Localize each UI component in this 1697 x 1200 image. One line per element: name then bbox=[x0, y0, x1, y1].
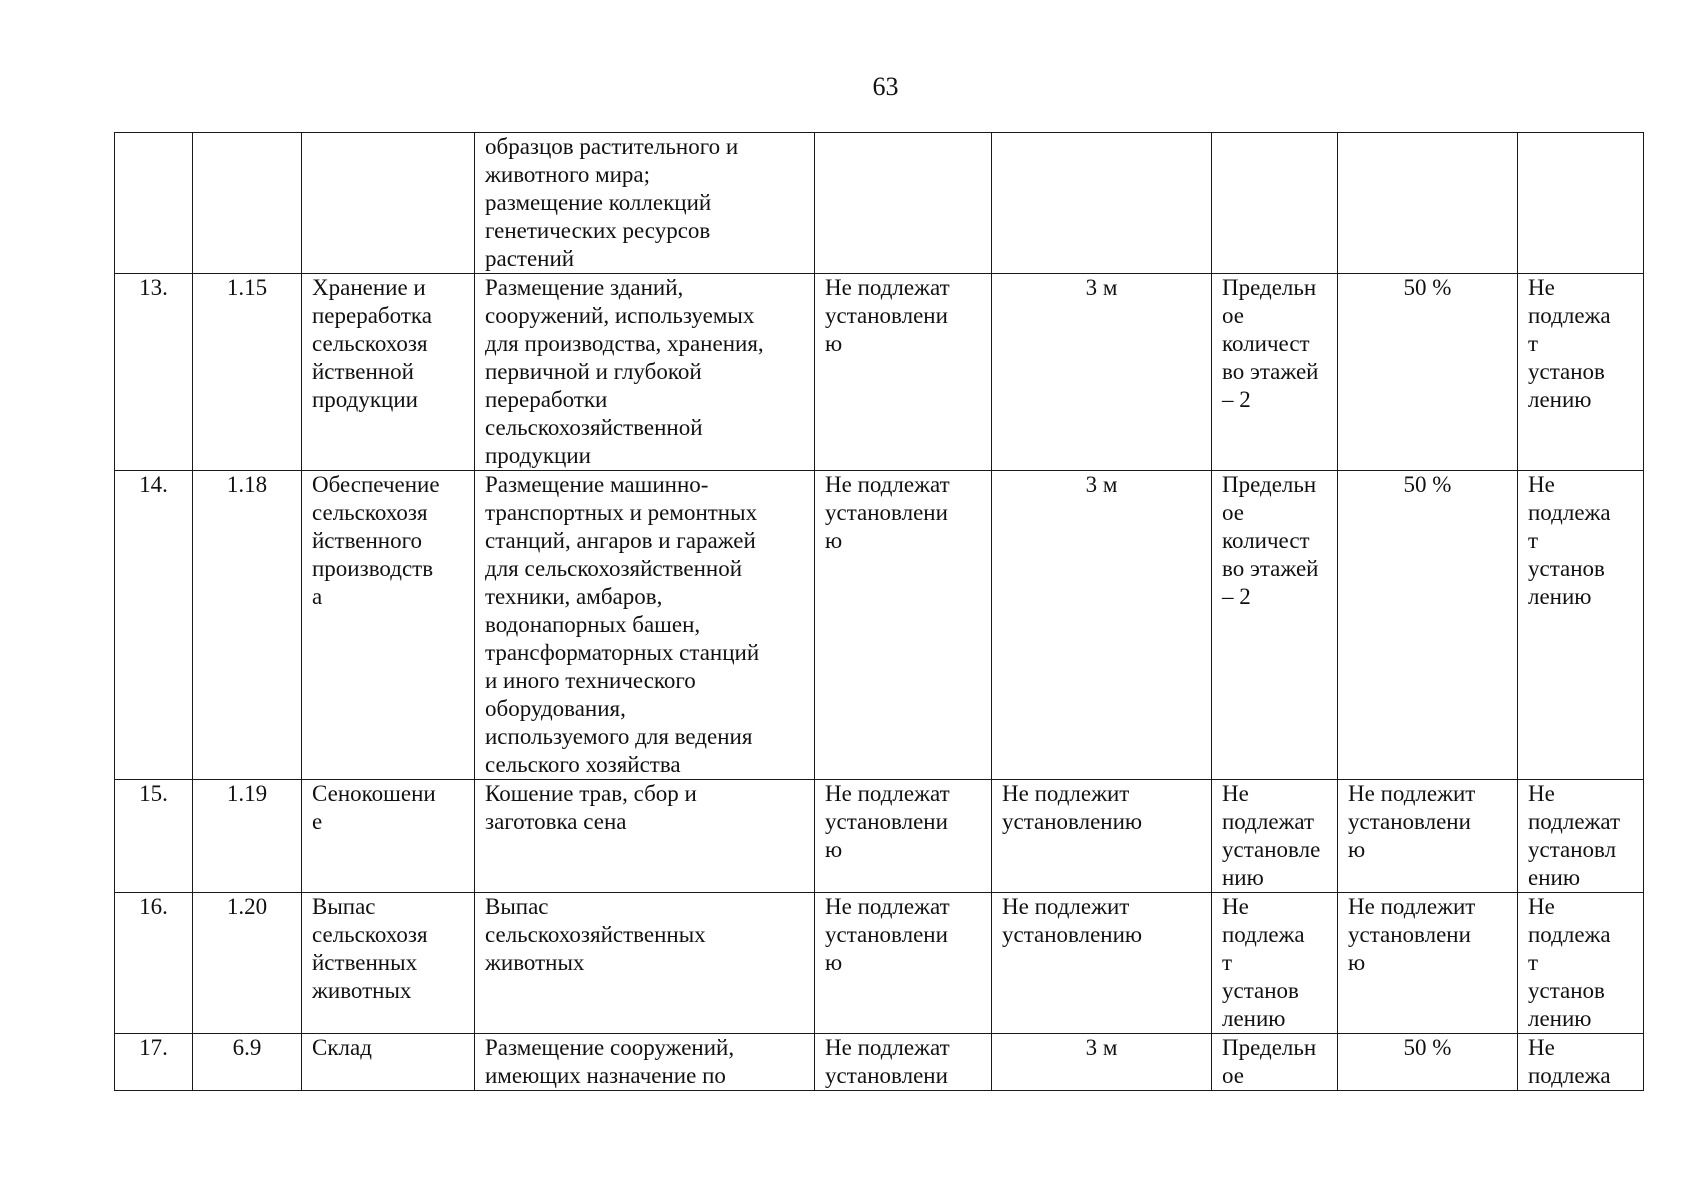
code-cell: 1.19 bbox=[193, 780, 302, 893]
table-row bbox=[115, 274, 1644, 471]
value-cell: 3 м bbox=[992, 1034, 1212, 1091]
value-cell: Не подлежит установлению bbox=[992, 780, 1212, 893]
description-cell: образцов растительного и животного мира; размещение коллекций генетических ресурсов растений bbox=[475, 133, 815, 274]
name-cell: Хранение и переработка сельскохозя йственной продукции bbox=[302, 274, 475, 471]
value-cell: Не подлежат установлени bbox=[815, 1034, 992, 1091]
value-cell bbox=[1518, 133, 1644, 274]
value-cell: Не подлежат установл ению bbox=[1518, 780, 1644, 893]
row-number-cell: 15. bbox=[115, 780, 193, 893]
value-cell: Не подлежит установлени ю bbox=[1338, 780, 1518, 893]
table-row bbox=[115, 471, 1644, 780]
page-number: 63 bbox=[872, 72, 899, 101]
land-use-regulations-table bbox=[114, 132, 1644, 1091]
name-cell: Выпас сельскохозя йственных животных bbox=[302, 893, 475, 1034]
row-number-cell: 14. bbox=[115, 471, 193, 780]
code-cell: 1.20 bbox=[193, 893, 302, 1034]
code-cell bbox=[193, 133, 302, 274]
name-cell: Обеспечение сельскохозя йственного производств а bbox=[302, 471, 475, 780]
value-cell: Не подлежа т установ лению bbox=[1212, 893, 1338, 1034]
description-cell: Выпас сельскохозяйственных животных bbox=[475, 893, 815, 1034]
name-cell: Склад bbox=[302, 1034, 475, 1091]
row-number-cell: 17. bbox=[115, 1034, 193, 1091]
value-cell bbox=[1338, 133, 1518, 274]
value-cell: Не подлежа т установ лению bbox=[1518, 471, 1644, 780]
description-cell: Размещение машинно- транспортных и ремонтных станций, ангаров и гаражей для сельскохозяйственной техники, амбаров, водонапорных башен, трансформаторных станций и иного технического оборудования, используемого для ведения сельского хозяйства bbox=[475, 471, 815, 780]
value-cell: Не подлежат установлени ю bbox=[815, 471, 992, 780]
value-cell: Не подлежа bbox=[1518, 1034, 1644, 1091]
value-cell: Не подлежат установлени ю bbox=[815, 893, 992, 1034]
table-row bbox=[115, 133, 1644, 274]
value-cell: Предельн ое bbox=[1212, 1034, 1338, 1091]
code-cell: 1.18 bbox=[193, 471, 302, 780]
value-cell: Не подлежа т установ лению bbox=[1518, 893, 1644, 1034]
value-cell: 50 % bbox=[1338, 274, 1518, 471]
code-cell: 6.9 bbox=[193, 1034, 302, 1091]
name-cell: Сенокошени е bbox=[302, 780, 475, 893]
value-cell: Не подлежат установлени ю bbox=[815, 780, 992, 893]
row-number-cell bbox=[115, 133, 193, 274]
value-cell: 50 % bbox=[1338, 471, 1518, 780]
value-cell: 3 м bbox=[992, 471, 1212, 780]
name-cell bbox=[302, 133, 475, 274]
value-cell: Предельн ое количест во этажей – 2 bbox=[1212, 471, 1338, 780]
value-cell: 50 % bbox=[1338, 1034, 1518, 1091]
value-cell bbox=[1212, 133, 1338, 274]
value-cell: Не подлежа т установ лению bbox=[1518, 274, 1644, 471]
value-cell: Не подлежит установлению bbox=[992, 893, 1212, 1034]
row-number-cell: 16. bbox=[115, 893, 193, 1034]
value-cell: Не подлежат установлени ю bbox=[815, 274, 992, 471]
value-cell: Предельн ое количест во этажей – 2 bbox=[1212, 274, 1338, 471]
row-number-cell: 13. bbox=[115, 274, 193, 471]
description-cell: Размещение зданий, сооружений, используемых для производства, хранения, первичной и глубокой переработки сельскохозяйственной продукции bbox=[475, 274, 815, 471]
description-cell: Размещение сооружений, имеющих назначение по bbox=[475, 1034, 815, 1091]
code-cell: 1.15 bbox=[193, 274, 302, 471]
value-cell: 3 м bbox=[992, 274, 1212, 471]
table-row bbox=[115, 780, 1644, 893]
table-row bbox=[115, 1034, 1644, 1091]
value-cell bbox=[992, 133, 1212, 274]
description-cell: Кошение трав, сбор и заготовка сена bbox=[475, 780, 815, 893]
value-cell: Не подлежит установлени ю bbox=[1338, 893, 1518, 1034]
value-cell: Не подлежат установле нию bbox=[1212, 780, 1338, 893]
table-row bbox=[115, 893, 1644, 1034]
value-cell bbox=[815, 133, 992, 274]
